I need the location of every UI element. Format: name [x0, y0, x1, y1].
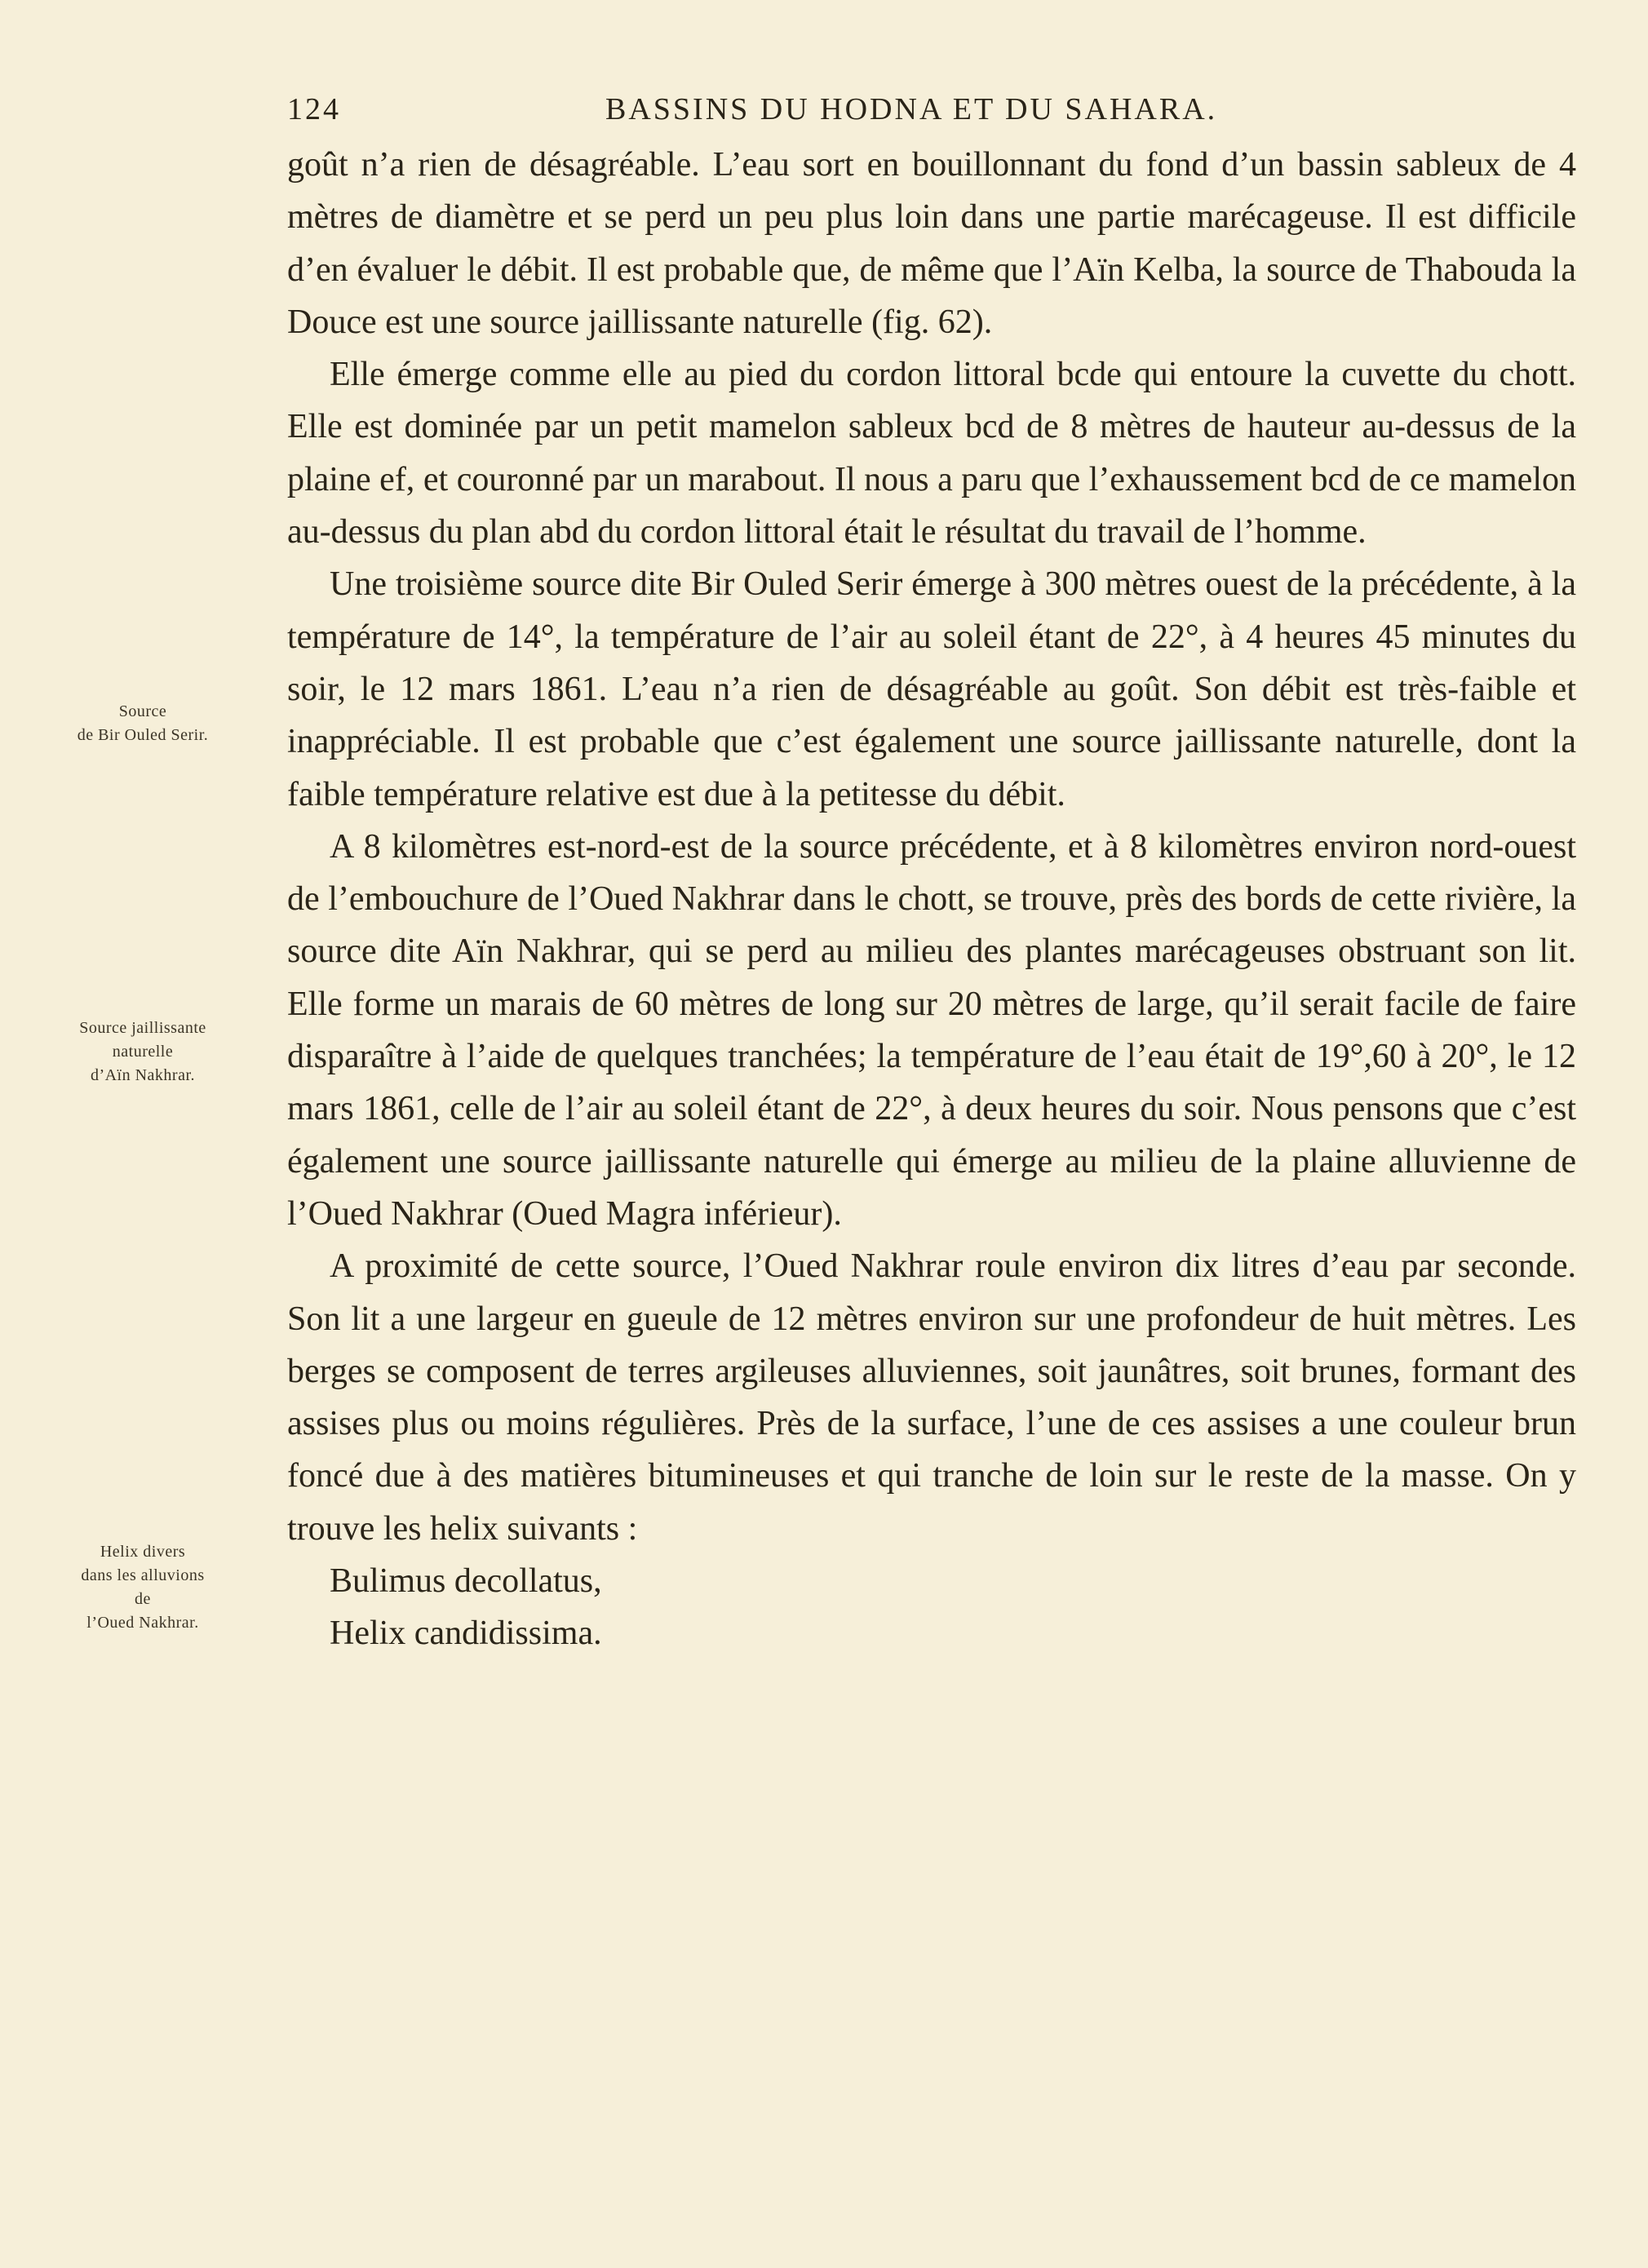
paragraph: Une troisième source dite Bir Ouled Serir émerge à 300 mètres ouest de la précédente, à la température de 14°, la température de l’air au soleil étant de 22°, à 4 heures 45 minutes du soir, le 12 mars 1861. L’eau n’a rien de désagréable au goût. Son débit est très-faible et inappréciable. Il est probable que c’est également une source jaillissante naturelle, dont la faible température relative est due à la petitesse du débit. — [287, 565, 1576, 813]
margin-note-helix — [41, 1540, 245, 1635]
margin-note-line: Source — [118, 702, 167, 720]
margin-note-line: dans les alluvions — [81, 1566, 205, 1584]
margin-note-bir-ouled-serir — [41, 700, 245, 747]
paragraph: A 8 kilomètres est-nord-est de la source précédente, et à 8 kilomètres environ nord-ouest de l’embouchure de l’Oued Nakhrar dans le chott, se trouve, près des bords de cette rivière, la source dite Aïn Nakhrar, qui se perd au milieu des plantes marécageuses obstruant son lit. Elle forme un marais de 60 mètres de long sur 20 mètres de large, qu’il serait facile de faire disparaître à l’aide de quelques tranchées; la température de l’eau était de 19°,60 à 20°, le 12 mars 1861, celle de l’air au soleil étant de 22°, à deux heures du soir. Nous pensons que c’est également une source jaillissante naturelle qui émerge au milieu de la plaine alluvienne de l’Oued Nakhrar (Oued Magra inférieur). — [287, 827, 1576, 1233]
species-item: Bulimus decollatus, — [330, 1562, 602, 1601]
running-title: BASSINS DU HODNA ET DU SAHARA. — [605, 92, 1218, 126]
species-item: Helix candidissima. — [330, 1615, 602, 1653]
margin-note-line: Helix divers — [100, 1543, 186, 1561]
page-header — [287, 91, 1576, 132]
margin-note-line: naturelle — [112, 1043, 174, 1061]
margin-note-line: de Bir Ouled Serir. — [77, 726, 209, 744]
margin-note-line: Source jaillissante — [79, 1019, 206, 1037]
paragraph: goût n’a rien de désagréable. L’eau sort en bouillonnant du fond d’un bassin sableux de 4 mètres de diamètre et se perd un peu plus loin dans une partie marécageuse. Il est difficile d’en évaluer le débit. Il est probable que, de même que l’Aïn Kelba, la source de Thabouda la Douce est une source jaillissante naturelle (fig. 62). — [287, 146, 1576, 341]
page-number: 124 — [287, 92, 341, 126]
margin-note-line: l’Oued Nakhrar. — [86, 1614, 199, 1632]
margin-note-ain-nakhrar — [41, 1017, 245, 1087]
margin-note-line: d’Aïn Nakhrar. — [90, 1066, 196, 1084]
margin-note-line: de — [135, 1590, 151, 1608]
paragraph: A proximité de cette source, l’Oued Nakhrar roule environ dix litres d’eau par seconde. Son lit a une largeur en gueule de 12 mètres environ sur une profondeur de huit mètres. Les berges se composent de terres argileuses alluviennes, soit jaunâtres, soit brunes, formant des assises plus ou moins régulières. Près de la surface, l’une de ces assises a une couleur brun foncé due à des matières bitumineuses et qui tranche de loin sur le reste de la masse. On y trouve les helix suivants : — [287, 1247, 1576, 1548]
body-text — [287, 139, 1576, 1660]
paragraph: Elle émerge comme elle au pied du cordon littoral bcde qui entoure la cuvette du chott. Elle est dominée par un petit mamelon sableux bcd de 8 mètres de hauteur au-dessus de la plaine ef, et couronné par un marabout. Il nous a paru que l’exhaussement bcd de ce mamelon au-dessus du plan abd du cordon littoral était le résultat du travail de l’homme. — [287, 356, 1576, 551]
